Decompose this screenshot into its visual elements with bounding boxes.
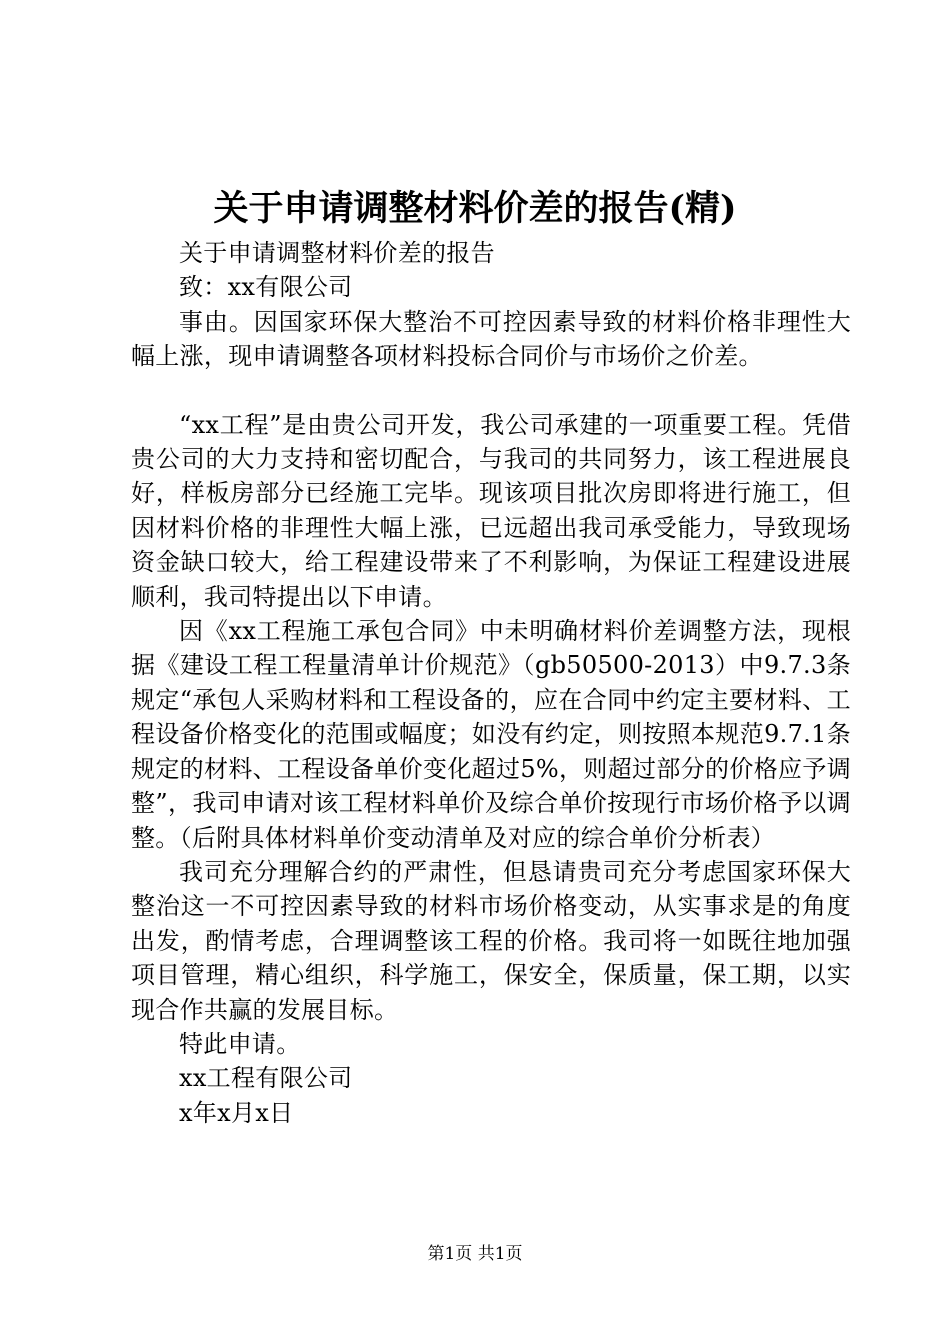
document-body [131, 236, 851, 1130]
signature-date: x年x月x日 [179, 1098, 294, 1127]
signature-company: xx工程有限公司 [179, 1064, 353, 1093]
closing-line: 特此申请。 [179, 1029, 301, 1058]
background-paragraph: “xx工程”是由贵公司开发，我公司承建的一项重要工程。凭借贵公司的大力支持和密切配合，与我司的共同努力，该工程进展良好，样板房部分已经施工完毕。现该项目批次房即将进行施工，但因材料价格的非理性大幅上涨，已远超出我司承受能力，导致现场资金缺口较大，给工程建设带来了不利影响，为保证工程建设进展顺利，我司特提出以下申请。 [131, 410, 851, 611]
basis-paragraph: 因《xx工程施工承包合同》中未明确材料价差调整方法，现根据《建设工程工程量清单计价规范》（gb50500-2013）中9.7.3条规定“承包人采购材料和工程设备的，应在合同中约定主要材料、工程设备价格变化的范围或幅度；如没有约定，则按照本规范9.7.1条规定的材料、工程设备单价变化超过5%，则超过部分的价格应予调整”，我司申请对该工程材料单价及综合单价按现行市场价格予以调整。（后附具体材料单价变动清单及对应的综合单价分析表） [131, 617, 851, 852]
reason-paragraph: 事由。因国家环保大整治不可控因素导致的材料价格非理性大幅上涨，现申请调整各项材料投标合同价与市场价之价差。 [131, 307, 851, 371]
recipient-line: 致：xx有限公司 [179, 273, 353, 302]
document-title: 关于申请调整材料价差的报告(精) [213, 188, 737, 229]
subject-line: 关于申请调整材料价差的报告 [179, 239, 495, 267]
request-paragraph: 我司充分理解合约的严肃性，但恳请贵司充分考虑国家环保大整治这一不可控因素导致的材料市场价格变动，从实事求是的角度出发，酌情考虑，合理调整该工程的价格。我司将一如既往地加强项目管理，精心组织，科学施工，保安全，保质量，保工期，以实现合作共赢的发展目标。 [131, 857, 851, 1024]
page-number-footer: 第1页 共1页 [427, 1244, 523, 1264]
